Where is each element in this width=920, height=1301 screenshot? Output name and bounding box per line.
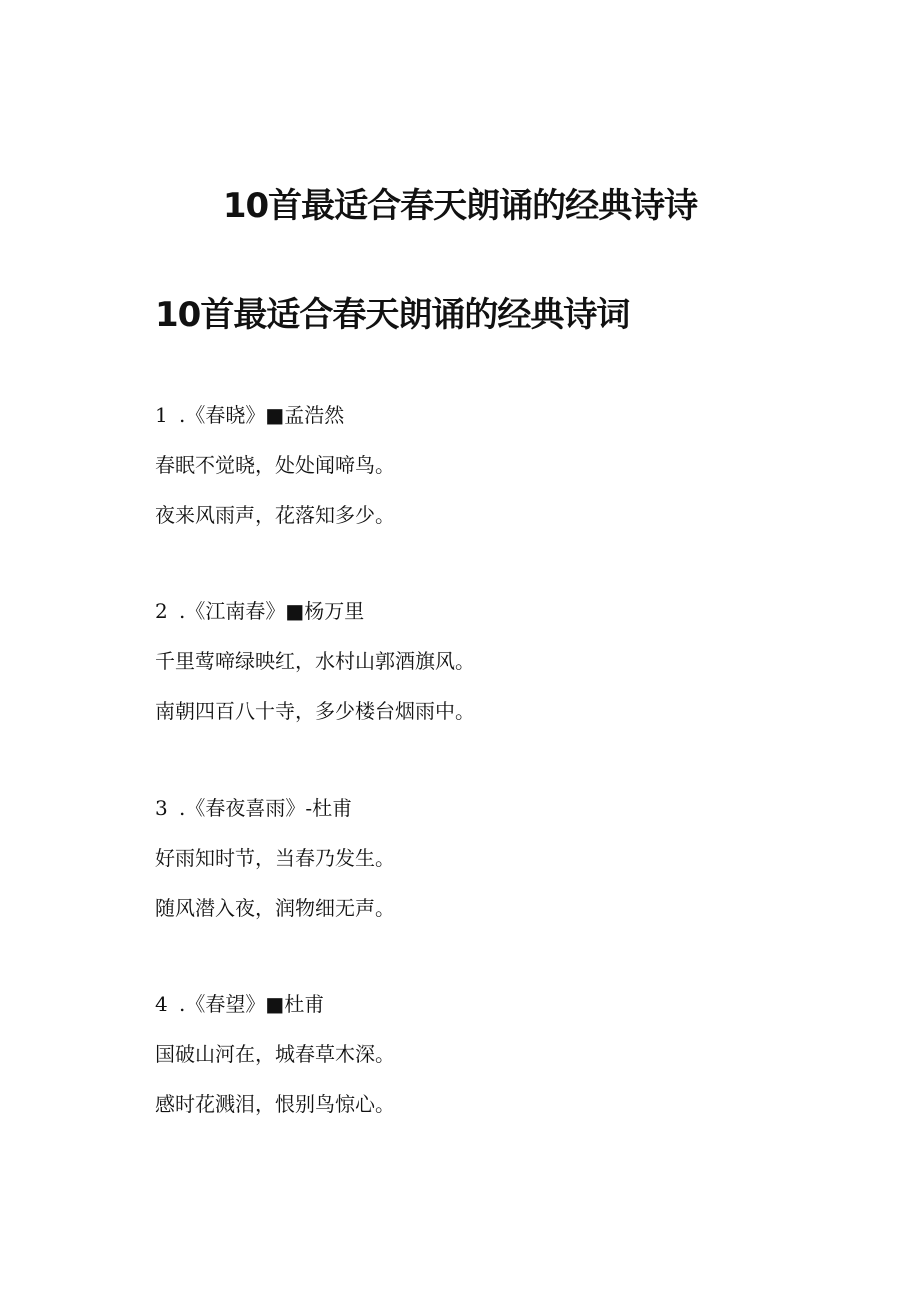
poem-heading (155, 400, 855, 430)
poem-number: 2 (155, 599, 168, 623)
poem-title-author: .《江南春》■杨万里 (179, 599, 365, 623)
poem-title-author: .《春望》■杜甫 (179, 992, 325, 1016)
poem-heading (155, 596, 855, 626)
poem-line: 夜来风雨声，花落知多少。 (155, 503, 395, 527)
poem-line: 南朝四百八十寺，多少楼台烟雨中。 (155, 699, 475, 723)
poem-title-author: .《春夜喜雨》-杜甫 (179, 796, 353, 820)
poem-line: 春眠不觉晓，处处闻啼鸟。 (155, 453, 395, 477)
poem-4 (155, 989, 855, 1119)
document-title: 10首最适合春天朗诵的经典诗诗 (222, 186, 698, 226)
poem-3 (155, 793, 855, 923)
poem-line: 国破山河在，城春草木深。 (155, 1042, 395, 1066)
poem-number: 4 (155, 992, 168, 1016)
poem-line: 感时花溅泪，恨别鸟惊心。 (155, 1092, 395, 1116)
poem-2 (155, 596, 855, 726)
poem-title-author: .《春晓》■孟浩然 (179, 403, 345, 427)
document-subtitle: 10首最适合春天朗诵的经典诗词 (155, 295, 630, 335)
poem-number: 1 (155, 403, 168, 427)
poem-1 (155, 400, 855, 530)
poem-line: 千里莺啼绿映红，水村山郭酒旗风。 (155, 649, 475, 673)
poem-heading (155, 989, 855, 1019)
poem-number: 3 (155, 796, 168, 820)
poem-line: 好雨知时节，当春乃发生。 (155, 846, 395, 870)
poem-line: 随风潜入夜，润物细无声。 (155, 896, 395, 920)
poem-heading (155, 793, 855, 823)
